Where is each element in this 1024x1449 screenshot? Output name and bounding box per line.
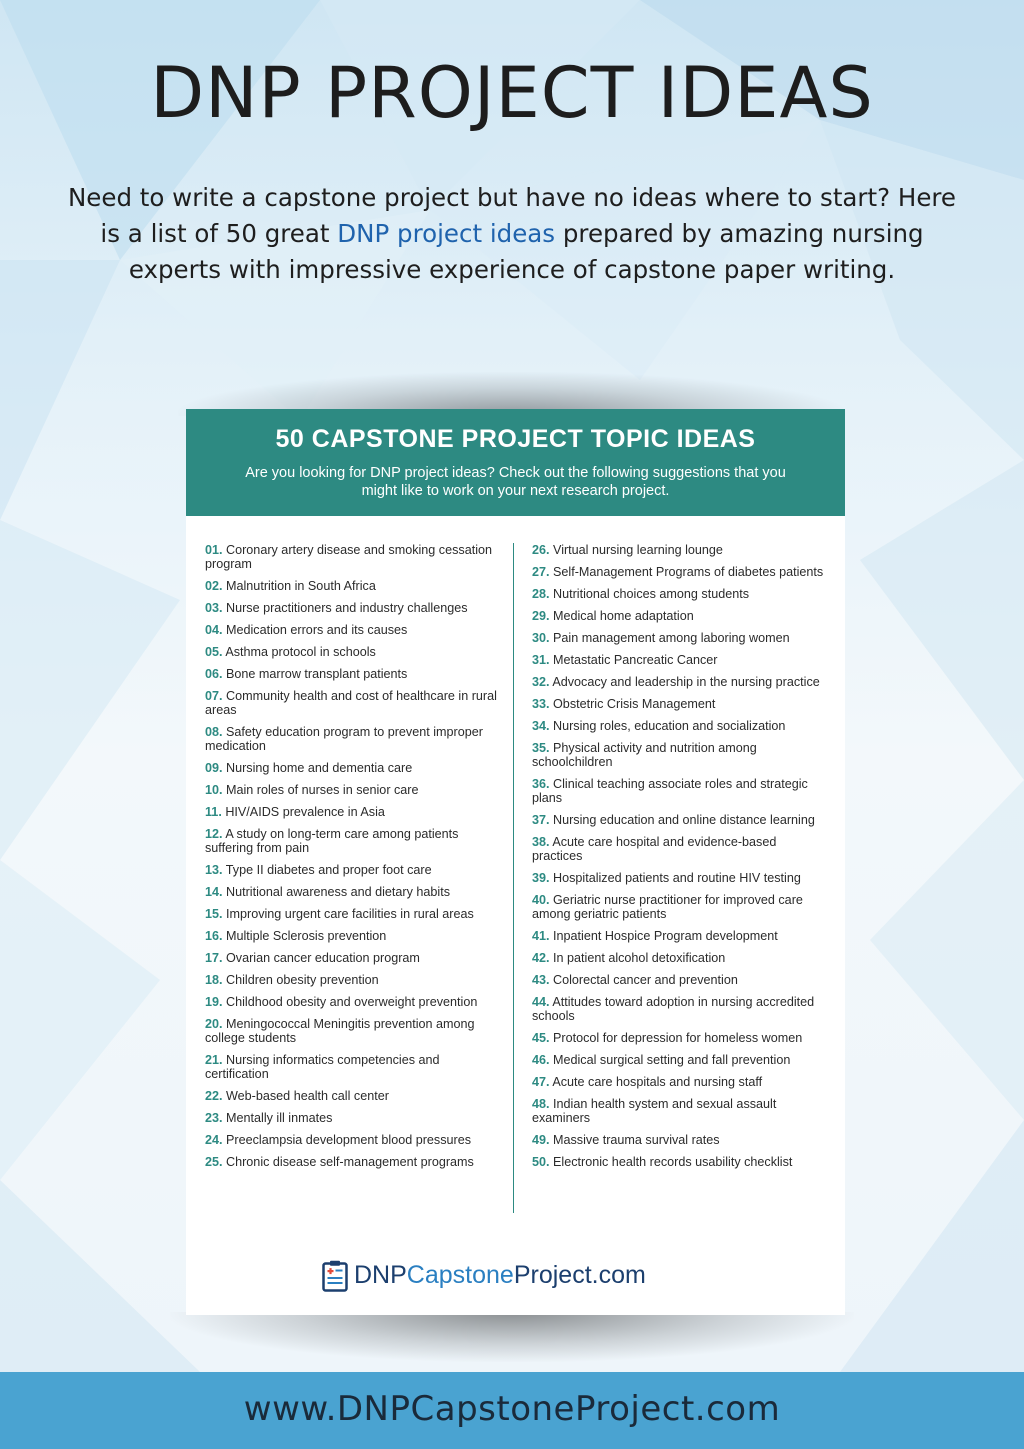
topic-text: In patient alcohol detoxification — [553, 951, 726, 965]
topic-item — [532, 1155, 828, 1169]
topic-item — [205, 667, 505, 681]
topic-text: Acute care hospital and evidence-based practices — [532, 835, 777, 863]
topic-item — [205, 645, 505, 659]
topic-number: 49. — [532, 1133, 550, 1147]
topic-text: Meningococcal Meningitis prevention among college students — [205, 1017, 475, 1045]
topic-text: Nursing informatics competencies and certification — [205, 1053, 440, 1081]
topic-item — [205, 1111, 505, 1125]
topic-text: Children obesity prevention — [226, 973, 379, 987]
topic-item — [532, 1031, 828, 1045]
topic-item — [532, 675, 828, 689]
topic-item — [532, 1053, 828, 1067]
topic-item — [532, 871, 828, 885]
topic-item — [205, 885, 505, 899]
intro-paragraph — [60, 180, 964, 288]
topic-text: Nursing home and dementia care — [226, 761, 413, 775]
topic-item — [532, 741, 828, 769]
topic-text: Nutritional awareness and dietary habits — [226, 885, 451, 899]
page-title: DNP PROJECT IDEAS — [150, 52, 874, 134]
left-topic-list — [205, 543, 505, 1177]
topic-item — [205, 1053, 505, 1081]
topic-number: 35. — [532, 741, 550, 755]
sheet-subtitle: Are you looking for DNP project ideas? Check out the following suggestions that you might like to work on your next research project. — [245, 465, 786, 499]
topic-number: 48. — [532, 1097, 550, 1111]
intro-text-start: Need to write a capstone project but have no ideas where to start? Here is a list of 50 great — [67, 183, 957, 248]
topic-number: 09. — [205, 761, 223, 775]
topic-text: Colorectal cancer and prevention — [553, 973, 738, 987]
logo-part-dnp: DNP — [354, 1261, 407, 1289]
topic-number: 21. — [205, 1053, 223, 1067]
topic-item — [532, 653, 828, 667]
topic-text: Acute care hospitals and nursing staff — [552, 1075, 763, 1089]
topic-text: Mentally ill inmates — [226, 1111, 333, 1125]
topic-text: Massive trauma survival rates — [553, 1133, 720, 1147]
topic-number: 40. — [532, 893, 550, 907]
topic-number: 13. — [205, 863, 223, 877]
footer-bar — [0, 1372, 1024, 1449]
topic-item — [205, 1017, 505, 1045]
topic-text: Virtual nursing learning lounge — [553, 543, 723, 557]
topic-text: Safety education program to prevent improper medication — [205, 725, 483, 753]
topic-item — [532, 1133, 828, 1147]
topic-item — [205, 761, 505, 775]
topic-text: Medical surgical setting and fall prevention — [553, 1053, 791, 1067]
topic-number: 10. — [205, 783, 223, 797]
topic-number: 12. — [205, 827, 223, 841]
topic-number: 36. — [532, 777, 550, 791]
topic-text: Hospitalized patients and routine HIV testing — [553, 871, 801, 885]
topic-item — [205, 995, 505, 1009]
topic-number: 08. — [205, 725, 223, 739]
topic-text: Type II diabetes and proper foot care — [225, 863, 432, 877]
topic-item — [532, 543, 828, 557]
topic-text: Main roles of nurses in senior care — [226, 783, 419, 797]
topic-number: 30. — [532, 631, 550, 645]
topic-text: Electronic health records usability checklist — [553, 1155, 793, 1169]
topic-ideas-sheet — [186, 409, 845, 1315]
topic-text: Nursing education and online distance learning — [553, 813, 815, 827]
topic-number: 20. — [205, 1017, 223, 1031]
topic-number: 33. — [532, 697, 550, 711]
topic-text: Nutritional choices among students — [553, 587, 750, 601]
topic-text: Self-Management Programs of diabetes patients — [553, 565, 824, 579]
topic-item — [532, 609, 828, 623]
topic-number: 38. — [532, 835, 550, 849]
intro-text-end: prepared by amazing nursing experts with impressive experience of capstone paper writing. — [128, 219, 924, 284]
topic-item — [205, 863, 505, 877]
topic-number: 37. — [532, 813, 550, 827]
topic-number: 02. — [205, 579, 223, 593]
topic-number: 04. — [205, 623, 223, 637]
topic-item — [205, 543, 505, 571]
topic-item — [532, 565, 828, 579]
topic-number: 24. — [205, 1133, 223, 1147]
topic-text: Medical home adaptation — [553, 609, 694, 623]
topic-text: Attitudes toward adoption in nursing accredited schools — [532, 995, 815, 1023]
topic-item — [205, 579, 505, 593]
topic-text: Bone marrow transplant patients — [226, 667, 408, 681]
logo-part-project: Project.com — [513, 1261, 646, 1289]
topic-item — [205, 1155, 505, 1169]
topic-text: Nurse practitioners and industry challenges — [226, 601, 468, 615]
topic-number: 01. — [205, 543, 223, 557]
topic-item — [532, 777, 828, 805]
topic-number: 15. — [205, 907, 223, 921]
topic-number: 28. — [532, 587, 550, 601]
topic-text: Protocol for depression for homeless women — [553, 1031, 803, 1045]
topic-number: 17. — [205, 951, 223, 965]
topic-number: 26. — [532, 543, 550, 557]
topic-item — [205, 689, 505, 717]
topic-item — [532, 893, 828, 921]
topic-text: Coronary artery disease and smoking cessation program — [205, 543, 493, 571]
topic-text: HIV/AIDS prevalence in Asia — [225, 805, 385, 819]
topic-number: 19. — [205, 995, 223, 1009]
topic-number: 25. — [205, 1155, 223, 1169]
topic-number: 44. — [532, 995, 550, 1009]
topic-text: Ovarian cancer education program — [226, 951, 420, 965]
topic-item — [532, 813, 828, 827]
column-divider — [513, 543, 514, 1213]
topic-item — [205, 907, 505, 921]
topic-item — [205, 783, 505, 797]
topic-text: Geriatric nurse practitioner for improved care among geriatric patients — [532, 893, 803, 921]
footer-website-link[interactable]: www.DNPCapstoneProject.com — [243, 1389, 781, 1429]
topic-number: 03. — [205, 601, 223, 615]
topic-number: 47. — [532, 1075, 550, 1089]
topic-text: Indian health system and sexual assault examiners — [532, 1097, 777, 1125]
topic-item — [205, 623, 505, 637]
right-topic-list — [532, 543, 828, 1177]
topic-number: 46. — [532, 1053, 550, 1067]
topic-item — [205, 1133, 505, 1147]
topic-number: 14. — [205, 885, 223, 899]
topic-item — [205, 1089, 505, 1103]
topic-number: 45. — [532, 1031, 550, 1045]
topic-item — [532, 995, 828, 1023]
topic-text: Chronic disease self-management programs — [226, 1155, 474, 1169]
topic-item — [532, 587, 828, 601]
logo-wordmark — [354, 1261, 646, 1290]
topic-text: Physical activity and nutrition among schoolchildren — [532, 741, 757, 769]
topic-number: 42. — [532, 951, 550, 965]
topic-item — [532, 929, 828, 943]
topic-item — [205, 827, 505, 855]
topic-number: 11. — [205, 805, 222, 819]
topic-item — [205, 805, 505, 819]
topic-number: 22. — [205, 1089, 223, 1103]
topic-item — [532, 719, 828, 733]
topic-item — [532, 951, 828, 965]
clipboard-icon — [322, 1260, 348, 1292]
topic-number: 07. — [205, 689, 223, 703]
topic-item — [205, 973, 505, 987]
topic-text: Advocacy and leadership in the nursing practice — [552, 675, 820, 689]
topic-item — [532, 631, 828, 645]
dnp-project-ideas-link[interactable]: DNP project ideas — [337, 219, 556, 248]
sheet-shadow-bottom — [170, 1312, 854, 1362]
topic-text: Medication errors and its causes — [226, 623, 408, 637]
topic-text: Childhood obesity and overweight prevention — [226, 995, 478, 1009]
topic-item — [205, 951, 505, 965]
topic-number: 29. — [532, 609, 550, 623]
topic-number: 23. — [205, 1111, 223, 1125]
topic-item — [532, 1097, 828, 1125]
topic-text: A study on long-term care among patients suffering from pain — [205, 827, 459, 855]
topic-number: 39. — [532, 871, 550, 885]
topic-item — [532, 973, 828, 987]
topic-text: Improving urgent care facilities in rural areas — [226, 907, 474, 921]
topic-number: 31. — [532, 653, 550, 667]
logo-part-capstone: Capstone — [406, 1261, 514, 1289]
topic-number: 41. — [532, 929, 550, 943]
topic-number: 32. — [532, 675, 550, 689]
topic-number: 05. — [205, 645, 223, 659]
topic-item — [205, 601, 505, 615]
dnp-capstone-logo — [322, 1258, 722, 1294]
topic-text: Multiple Sclerosis prevention — [226, 929, 387, 943]
topic-number: 16. — [205, 929, 223, 943]
topic-text: Community health and cost of healthcare in rural areas — [205, 689, 497, 717]
topic-number: 50. — [532, 1155, 550, 1169]
topic-item — [205, 725, 505, 753]
topic-text: Obstetric Crisis Management — [553, 697, 716, 711]
topic-number: 34. — [532, 719, 550, 733]
topic-item — [205, 929, 505, 943]
topic-number: 43. — [532, 973, 550, 987]
topic-item — [532, 1075, 828, 1089]
topic-text: Inpatient Hospice Program development — [553, 929, 778, 943]
topic-item — [532, 697, 828, 711]
topic-text: Pain management among laboring women — [553, 631, 790, 645]
topic-number: 18. — [205, 973, 223, 987]
topic-text: Nursing roles, education and socialization — [553, 719, 786, 733]
topic-text: Preeclampsia development blood pressures — [226, 1133, 472, 1147]
topic-text: Web-based health call center — [226, 1089, 389, 1103]
topic-number: 06. — [205, 667, 223, 681]
topic-text: Malnutrition in South Africa — [226, 579, 376, 593]
topic-text: Asthma protocol in schools — [225, 645, 376, 659]
topic-item — [532, 835, 828, 863]
sheet-header — [186, 409, 845, 516]
topic-number: 27. — [532, 565, 550, 579]
topic-text: Metastatic Pancreatic Cancer — [553, 653, 718, 667]
topic-text: Clinical teaching associate roles and strategic plans — [532, 777, 808, 805]
sheet-title: 50 CAPSTONE PROJECT TOPIC IDEAS — [275, 425, 756, 453]
